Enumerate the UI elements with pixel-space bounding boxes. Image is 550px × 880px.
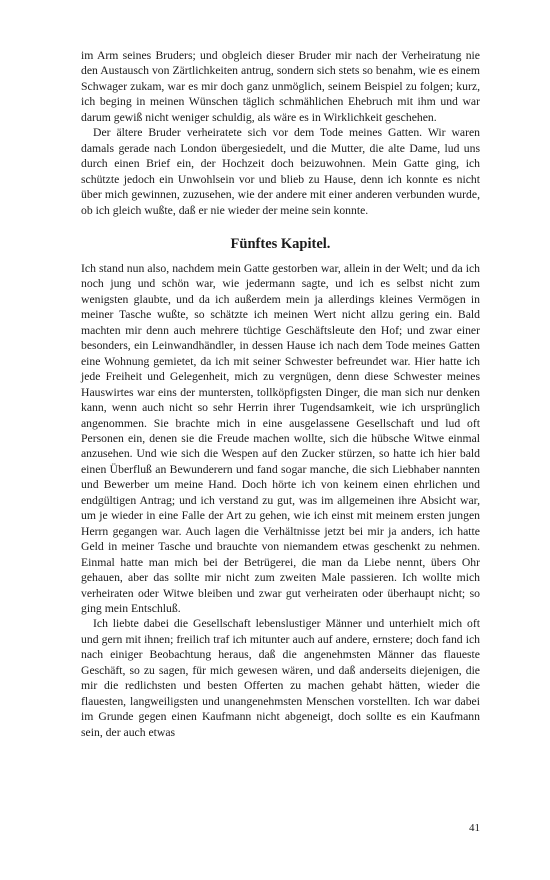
page-number: 41 (469, 822, 480, 834)
chapter-title: Fünftes Kapitel. (230, 235, 331, 252)
paragraph-3: Ich stand nun also, nachdem mein Gatte gestorben war, allein in der Welt; und da ich noch jung und schön war, wie jedermann sagte, und ich es selbst nicht zum wenigsten glaubte, und da ich außerdem mein ja allerdings kleines Vermögen in meiner Tasche wußte, so schätzte ich meinen Wert nicht allzu gering ein. Bald machten mir denn auch mehrere tüchtige Geschäftsleute den Hof; und zwar einer besonders, ein Leinwandhändler, in dessen Hause ich nach dem Tode meines Gatten eine Wohnung gemietet, da ich mit seiner Schwester befreundet war. Hier hatte ich jede Freiheit und Gelegenheit, mich zu vergnügen, denn diese Schwester meines Hauswirtes war eins der muntersten, tollköpfigsten Dinger, die man sich nur denken kann, wenn auch nicht so sehr Herrin ihrer Tugendsamkeit, wie ich ursprünglich angenommen. Sie brachte mich in eine ausgelassene Gesellschaft und lud oft Personen ein, denen sie die Freude machen wollte, sich die hübsche Witwe einmal anzusehen. Und wie sich die Wespen auf den Zucker stürzen, so hatte ich hier bald einen Überfluß an Bewunderern und fand sogar manche, die sich Liebhaber nannten und Bewerber um meine Hand. Doch hörte ich von keinem einen ehrlichen und endgültigen Antrag; und ich verstand zu gut, was im allgemeinen ihre Absicht war, um je wieder in eine Falle der Art zu gehen, wie ich einst mit meinem ersten jungen Herrn gegangen war. Auch lagen die Verhältnisse jetzt bei mir ja anders, ich hatte Geld in meiner Tasche und brauchte von niemandem etwas geschenkt zu nehmen. Einmal hatte man mich bei der Betrügerei, die man da Liebe nennt, übers Ohr gehauen, aber das sollte mir nicht zum zweiten Male passieren. Ich wollte mich verheiraten oder Witwe bleiben und zwar gut verheiraten oder überhaupt nicht; so ging mein Entschluß. (81, 261, 480, 615)
paragraph-1: im Arm seines Bruders; und obgleich dieser Bruder mir nach der Verheiratung nie den Austausch von Zärtlichkeiten antrug, sondern sich stets so benahm, wie es einem Schwager zukam, war es mir doch ganz unmöglich, seinem Beispiel zu folgen; kurz, ich beging in meinen Wünschen täglich schmählichen Ehebruch mit ihm und war darum gewiß nicht weniger schuldig, als wäre es in Wirklichkeit geschehen. (81, 49, 480, 124)
paragraph-2: Der ältere Bruder verheiratete sich vor dem Tode meines Gatten. Wir waren damals gerade nach London übergesiedelt, und die Mutter, die alte Dame, lud uns durch einen Brief ein, der Hochzeit doch beizuwohnen. Mein Gatte ging, ich schützte jedoch ein Unwohlsein vor und blieb zu Hause, denn ich konnte es nicht über mich gewinnen, zuzusehen, wie der andere mit einer anderen verbunden wurde, ob ich gleich wußte, daß er nie wieder der meine sein konnte. (81, 126, 480, 217)
book-page (81, 48, 480, 740)
paragraph-4: Ich liebte dabei die Gesellschaft lebenslustiger Männer und unterhielt mich oft und gern mit ihnen; freilich traf ich mitunter auch auf andere, ernstere; doch fand ich nach einiger Beobachtung heraus, daß die angenehmsten Männer das flaueste Geschäft, so zu sagen, für mich gewesen wären, und daß anderseits diejenigen, die mir die redlichsten und besten Offerten zu machen gehabt hätten, wieder die flauesten, langweiligsten und unangenehmsten Menschen vorstellten. Ich war dabei im Grunde gegen einen Kaufmann nicht abgeneigt, doch sollte es ein Kaufmann sein, der auch etwas (81, 617, 480, 739)
